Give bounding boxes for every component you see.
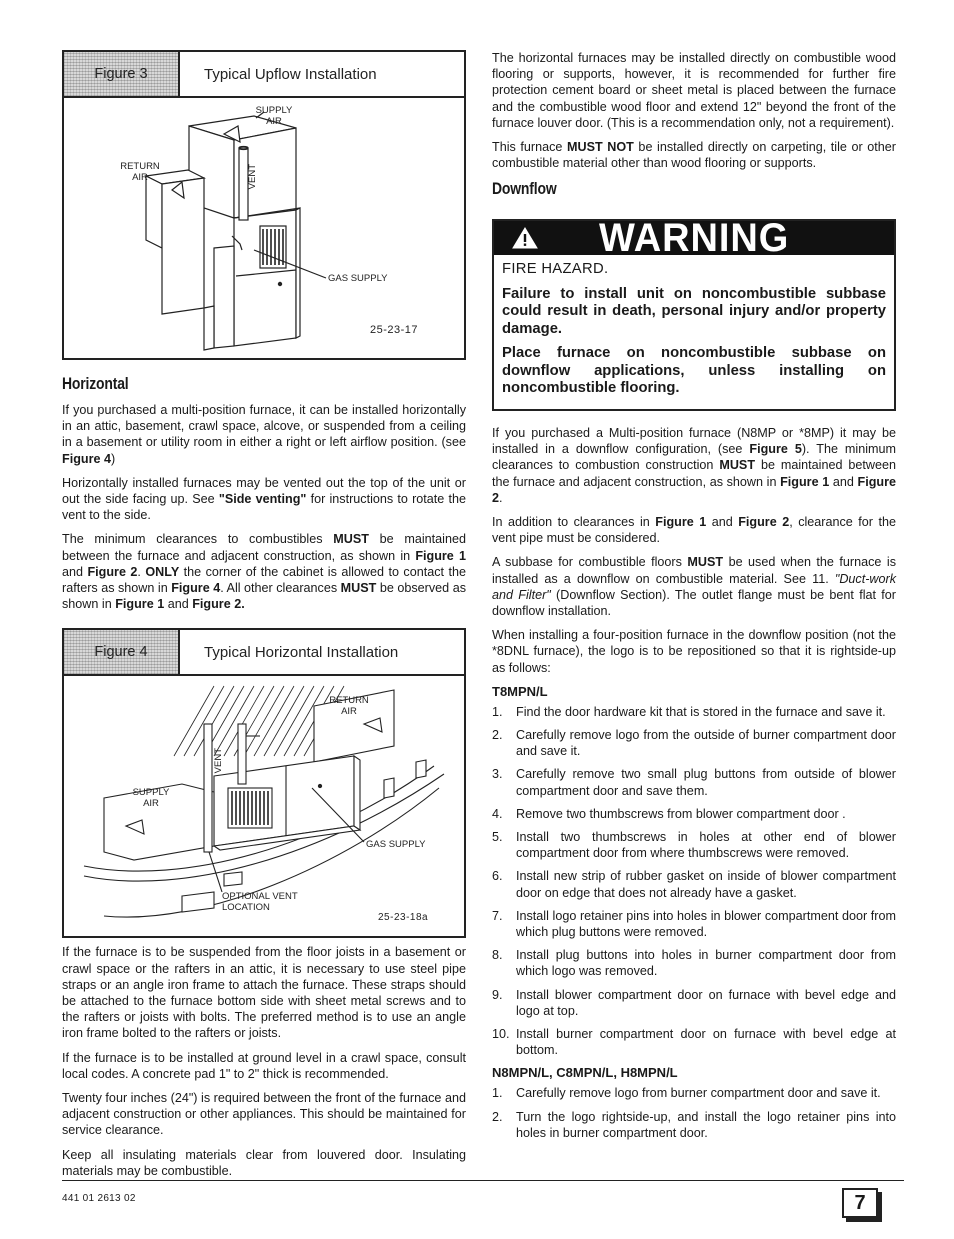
list-item — [492, 987, 896, 1019]
horizontal-paragraph-6: Twenty four inches (24") is required between the front of the furnace and adjacent construction or other appliances. This should be maintained for service clearance. — [62, 1091, 466, 1138]
n8mpn-steps — [492, 1085, 896, 1141]
step-text: Install burner compartment door on furnace with bevel edge at bottom. — [516, 1027, 896, 1058]
figure-ref: Figure 2 — [492, 474, 896, 505]
step-number: 5. — [492, 829, 503, 844]
list-item — [492, 766, 896, 798]
horizontal-paragraph-2 — [62, 475, 466, 524]
step-number: 8. — [492, 948, 503, 963]
step-text: Install new strip of rubber gasket on inside of blower compartment door on edge that does not already have a gasket. — [516, 869, 896, 900]
step-text: Find the door hardware kit that is stored in the furnace and save it. — [516, 704, 886, 719]
figure-3-code: 25-23-17 — [370, 324, 419, 336]
text: Horizontally installed furnaces may be vented out the top of the unit or out the side facing up. See — [62, 475, 466, 507]
downflow-paragraph-1 — [492, 425, 896, 506]
figure-4-code: 25-23-18a — [378, 912, 429, 924]
text: A subbase for combustible floors — [492, 555, 688, 570]
horizontal-paragraph-5: If the furnace is to be installed at ground level in a crawl space, consult local codes. A concrete pad 1" to 2" thick is recommended. — [62, 1050, 466, 1081]
text: the corner of the cabinet is allowed to contact the rafters as shown in — [62, 564, 467, 596]
document-code: 441 01 2613 02 — [62, 1193, 136, 1204]
horizontal-paragraph-4: If the furnace is to be suspended from the floor joists in a basement or crawl space or the rafters in an attic, it is necessary to use steel pipe straps or an angle iron frame to attach the furnace. These straps should be attached to the furnace bottom side with sheet metal screws and to the rafters or joists with bolts. The preferred method is to use an angle iron frame bolted to the rafters or joists. — [62, 945, 466, 1041]
right-paragraph-2 — [492, 139, 896, 171]
warning-consequence: Failure to install unit on noncombustible subbase could result in death, personal injury and/or property damage. — [502, 285, 886, 337]
figure-ref: Figure 1 — [655, 514, 707, 529]
list-item — [492, 829, 896, 861]
text: for instructions to rotate the vent to the side. — [62, 492, 466, 523]
figure-4-gas-supply-label: GAS SUPPLY — [366, 839, 426, 851]
page-number: 7 — [842, 1188, 878, 1218]
warning-word: WARNING — [598, 216, 790, 261]
figure-4-illustration — [64, 676, 464, 938]
figure-3-header — [64, 52, 464, 98]
list-item — [492, 908, 896, 940]
warning-triangle-icon — [512, 227, 538, 249]
text: (Downflow Section). The outlet flange must be bent flat for downflow installation. — [492, 587, 896, 618]
figure-4-title: Typical Horizontal Installation — [204, 643, 399, 661]
figure-3-return-air-label: RETURN AIR — [120, 161, 160, 183]
figure-ref: Figure 1 — [115, 597, 165, 612]
footer-rule — [62, 1180, 904, 1181]
figure-ref: Figure 2 — [87, 564, 138, 579]
horizontal-paragraph-1 — [62, 402, 466, 467]
upflow-furnace-drawing — [64, 98, 464, 360]
emphasis: MUST — [333, 532, 369, 547]
text: and — [62, 564, 88, 579]
figure-3-gas-supply-label: GAS SUPPLY — [328, 273, 388, 284]
text: , clearance for the vent pipe must be considered. — [492, 514, 896, 546]
figure-ref: Figure 5 — [749, 442, 802, 457]
emphasis: MUST — [719, 458, 756, 473]
section-ref: "Side venting" — [218, 492, 307, 507]
text: and — [829, 474, 858, 489]
list-item — [492, 868, 896, 900]
step-text: Carefully remove two small plug buttons from outside of blower compartment door and save them. — [516, 767, 896, 798]
text: In addition to clearances in — [492, 514, 656, 529]
n8mpn-heading: N8MPN/L, C8MPN/L, H8MPN/L — [492, 1065, 678, 1081]
right-column — [492, 50, 896, 1148]
list-item — [492, 1085, 896, 1101]
step-number: 3. — [492, 767, 503, 782]
t8mpn-steps — [492, 704, 896, 1059]
step-text: Install plug buttons into holes in burner compartment door from which logo was removed. — [516, 948, 896, 979]
emphasis: MUST — [687, 555, 724, 570]
list-item — [492, 1026, 896, 1058]
right-paragraph-1: The horizontal furnaces may be installed directly on combustible wood flooring or supports, however, it is recommended for further fire protection cement board or sheet metal is placed between the furnace and the combustible wood floor and extend 12" beyond the front of the furnace louver door. (This is a recommendation only, not a requirement). — [492, 51, 896, 130]
figure-3-illustration — [64, 98, 464, 360]
list-item — [492, 704, 896, 720]
text: . — [137, 564, 146, 579]
step-number: 6. — [492, 869, 503, 884]
step-number: 9. — [492, 987, 503, 1002]
list-item — [492, 1109, 896, 1141]
warning-fire-hazard: FIRE HAZARD. — [502, 261, 609, 278]
horizontal-paragraph-3 — [62, 531, 466, 612]
figure-ref: Figure 2. — [192, 597, 245, 612]
figure-3-title: Typical Upflow Installation — [204, 65, 377, 83]
warning-text — [494, 255, 894, 409]
text: The minimum clearances to combustibles — [62, 532, 334, 547]
horizontal-heading: Horizontal — [62, 374, 129, 393]
text: be observed as shown in — [62, 581, 466, 612]
text: ) — [111, 451, 116, 466]
text: ). The minimum clearances to combustion construction — [492, 442, 896, 473]
text: . — [499, 490, 503, 505]
warning-instruction: Place furnace on noncombustible subbase on downflow applications, unless installing on noncombustible flooring. — [502, 345, 886, 397]
emphasis: ONLY — [145, 564, 180, 579]
warning-box — [492, 216, 896, 411]
text: If you purchased a Multi-position furnace (N8MP or *8MP) it may be installed in a downflow configuration, (see — [492, 425, 896, 457]
text: and — [706, 514, 739, 529]
step-text: Remove two thumbscrews from blower compartment door . — [516, 806, 846, 821]
step-number: 2. — [492, 1109, 503, 1124]
step-text: Turn the logo rightside-up, and install the logo retainer pins into holes in burner compartment door. — [516, 1109, 896, 1140]
text: This furnace — [492, 140, 567, 155]
figure-ref: Figure 1 — [415, 548, 466, 563]
step-number: 4. — [492, 806, 503, 821]
downflow-paragraph-2 — [492, 514, 896, 546]
list-item — [492, 727, 896, 759]
figure-4-header — [64, 630, 464, 676]
figure-4-tag: Figure 4 — [64, 630, 180, 674]
step-text: Install two thumbscrews in holes at other end of blower compartment door from where thumbscrews were removed. — [516, 829, 896, 861]
text: be maintained between the furnace and adjacent construction, as shown in — [492, 458, 896, 489]
left-column — [62, 50, 466, 1187]
figure-4-supply-air-label: SUPPLY AIR — [132, 787, 170, 809]
warning-banner — [494, 216, 894, 261]
downflow-heading: Downflow — [492, 179, 557, 199]
step-text: Install logo retainer pins into holes in blower compartment door from which plug buttons were removed. — [516, 908, 896, 939]
figure-4-return-air-label: RETURN AIR — [329, 695, 369, 717]
text: . All other clearances — [220, 581, 341, 596]
figure-ref: Figure 4 — [171, 581, 221, 596]
horizontal-paragraph-7: Keep all insulating materials clear from louvered door. Insulating materials may be combustible. — [62, 1147, 466, 1178]
text: be used when the furnace is installed as a downflow on combustible material. See 11. — [492, 555, 896, 586]
text: be maintained between the furnace and adjacent construction, as shown in — [62, 532, 466, 563]
step-text: Install blower compartment door on furnace with bevel edge and logo at top. — [516, 987, 896, 1018]
figure-3 — [62, 50, 466, 360]
section-ref: "Duct-work and Filter" — [492, 571, 896, 602]
t8mpn-heading: T8MPN/L — [492, 683, 548, 699]
step-number: 2. — [492, 727, 503, 742]
downflow-paragraph-3 — [492, 554, 896, 619]
step-number: 1. — [492, 1086, 503, 1101]
text: and — [164, 597, 193, 612]
figure-4 — [62, 628, 466, 938]
figure-ref: Figure 4 — [62, 451, 111, 466]
figure-3-vent-label: VENT — [247, 164, 258, 190]
list-item — [492, 947, 896, 979]
downflow-paragraph-4: When installing a four-position furnace in the downflow position (not the *8DNL furnace), the logo is to be repositioned so that it is rightside-up as follows: — [492, 628, 896, 675]
step-number: 1. — [492, 704, 503, 719]
figure-4-vent-label: VENT — [213, 748, 224, 774]
figure-3-tag: Figure 3 — [64, 52, 180, 96]
text: be installed directly on carpeting, tile or other combustible material other than wood flooring or supports. — [492, 140, 896, 171]
step-number: 10. — [492, 1027, 510, 1042]
figure-3-supply-air-label: SUPPLY AIR — [255, 105, 293, 127]
figure-4-optional-vent-label: OPTIONAL VENT LOCATION — [222, 891, 298, 913]
step-text: Carefully remove logo from burner compartment door and save it. — [516, 1086, 881, 1101]
emphasis: MUST NOT — [566, 140, 634, 155]
figure-ref: Figure 1 — [780, 474, 830, 489]
list-item — [492, 806, 896, 822]
step-text: Carefully remove logo from the outside of burner compartment door and save it. — [516, 727, 896, 759]
text: If you purchased a multi-position furnace, it can be installed horizontally in an attic, basement, crawl space, alcove, or suspended from a ceiling in a basement or utility room in either a right or left airflow position. (see — [62, 403, 466, 450]
figure-ref: Figure 2 — [738, 514, 790, 529]
step-number: 7. — [492, 908, 503, 923]
emphasis: MUST — [340, 581, 377, 596]
